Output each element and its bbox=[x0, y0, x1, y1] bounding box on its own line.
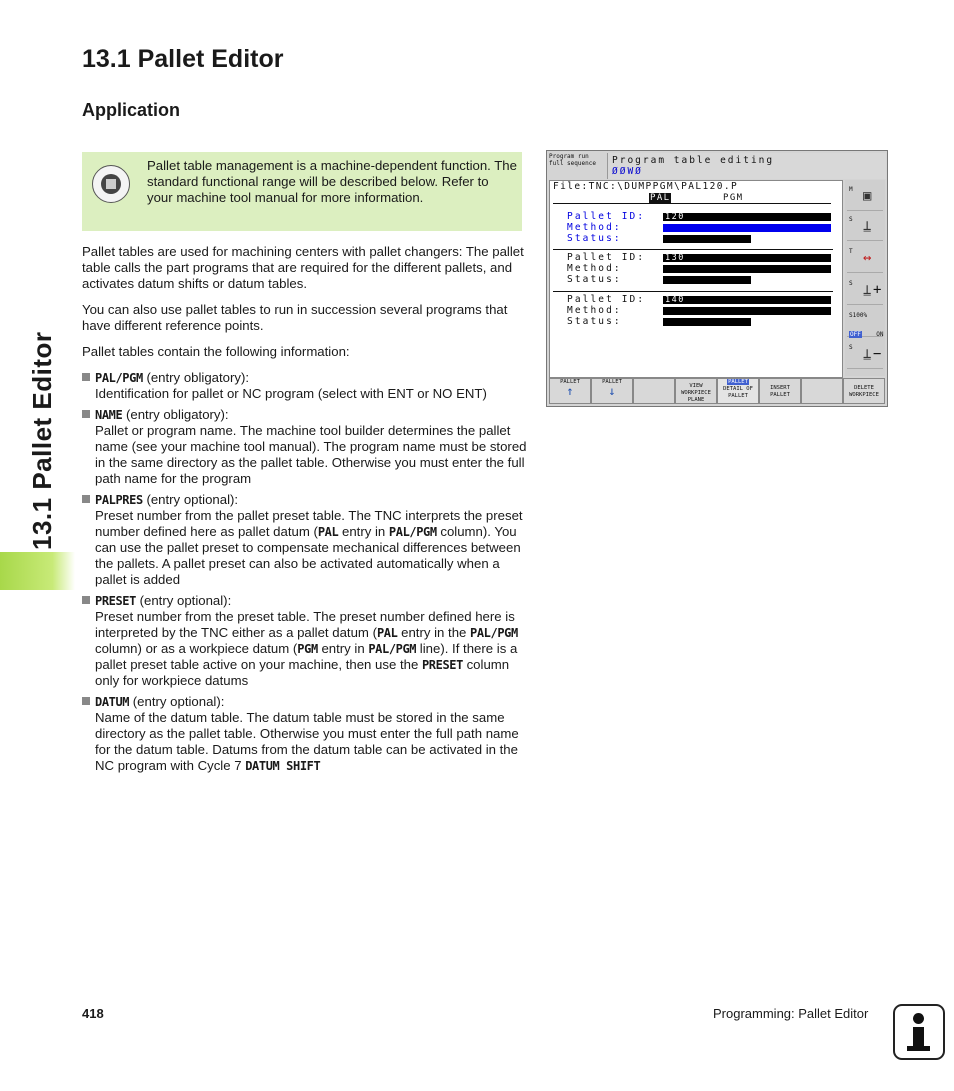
body-text bbox=[82, 244, 527, 779]
bullet-palpres: PALPRES (entry optional): Preset number from the pallet preset table. The TNC interprets the preset number defined here as pallet datum (PAL entry in PAL/PGM column). You can use the pallet preset to compensate mechanical differences between the pallets. A pallet preset can also be activated automatically when a pallet is added bbox=[82, 492, 527, 588]
running-footer: Programming: Pallet Editor bbox=[713, 1006, 869, 1021]
override-softkey[interactable]: S100% OFF ON bbox=[849, 312, 884, 338]
status-field[interactable] bbox=[663, 318, 751, 326]
machine-dependent-icon bbox=[92, 165, 130, 203]
tnc-screen bbox=[546, 150, 888, 407]
delete-workpiece-softkey[interactable]: DELETE WORKPIECE bbox=[843, 378, 885, 404]
status-field[interactable] bbox=[663, 276, 751, 284]
pgm-column[interactable]: PGM bbox=[723, 193, 744, 203]
tool-icon: ⍊ bbox=[863, 218, 872, 234]
bullet-datum: DATUM (entry optional): Name of the datum table. The datum table must be stored in the same directory as the pallet table. Otherwise you must enter the full path name for the datum table. Datums from the datum table can be activated in the NC program with Cycle 7 DATUM SHIFT bbox=[82, 694, 527, 774]
spindle-minus-softkey[interactable]: S ⍊ − bbox=[847, 342, 883, 369]
pallet-detail-softkey[interactable]: PALLET DETAIL OF PALLET bbox=[717, 378, 759, 404]
side-chapter-title: 13.1 Pallet Editor bbox=[27, 331, 57, 550]
pallet-group[interactable]: Pallet ID: Method: Status: 120 bbox=[553, 209, 833, 245]
bullet-pal-pgm: PAL/PGM (entry obligatory): Identification for pallet or NC program (select with ENT or NO ENT) bbox=[82, 370, 527, 402]
pallet-group[interactable]: Pallet ID: Method: Status: 140 bbox=[553, 291, 833, 328]
method-field[interactable] bbox=[663, 265, 831, 273]
file-path: File:TNC:\DUMPPGM\PAL120.P bbox=[553, 181, 739, 192]
chapter-tab bbox=[0, 552, 75, 590]
page-title: 13.1 Pallet Editor bbox=[82, 45, 284, 73]
softkey-row bbox=[549, 378, 885, 404]
note-box bbox=[82, 152, 522, 231]
plus-icon: + bbox=[873, 282, 882, 298]
section-heading: Application bbox=[82, 100, 180, 120]
info-icon bbox=[893, 1004, 945, 1060]
pal-column[interactable]: PAL bbox=[650, 193, 671, 203]
bullet-preset: PRESET (entry optional): Preset number from the preset table. The preset number defined here is interpreted by the TNC either as a pallet datum (PAL entry in the PAL/PGM column) or as a workpiece datum (PGM entry in PAL/PGM line). If there is a pallet preset table active on your machine, then use the PRESET column only for workpiece datums bbox=[82, 593, 527, 689]
pallet-up-softkey[interactable]: PALLET ↑ bbox=[549, 378, 591, 404]
m-function-softkey[interactable]: M ▣ bbox=[847, 184, 883, 211]
tool-softkey[interactable]: T ↔ bbox=[847, 246, 883, 273]
side-softkeys bbox=[845, 180, 885, 376]
tool-icon: ⍊ bbox=[863, 346, 872, 362]
empty-softkey[interactable] bbox=[633, 378, 675, 404]
programming-mode: Program table editing ØØWØ bbox=[607, 153, 886, 179]
spindle-icon: ▣ bbox=[863, 188, 872, 204]
pallet-group[interactable]: Pallet ID: Method: Status: 130 bbox=[553, 249, 833, 286]
status-field[interactable] bbox=[663, 235, 751, 243]
view-workpiece-plane-softkey[interactable]: VIEW WORKPIECE PLANE bbox=[675, 378, 717, 404]
column-header bbox=[553, 193, 831, 204]
arrow-up-icon: ↑ bbox=[566, 384, 574, 398]
note-text: Pallet table management is a machine-dependent function. The standard functional range will be described below. Refer to your machine tool manual for more information. bbox=[147, 158, 517, 205]
pallet-down-softkey[interactable]: PALLET ↓ bbox=[591, 378, 633, 404]
spindle-plus-softkey[interactable]: S ⍊ + bbox=[847, 278, 883, 305]
machine-mode: Program run full sequence bbox=[549, 153, 596, 167]
insert-pallet-softkey[interactable]: INSERT PALLET bbox=[759, 378, 801, 404]
method-field[interactable] bbox=[663, 224, 831, 232]
pallet-id-field[interactable]: 140 bbox=[663, 296, 831, 304]
arrow-down-icon: ↓ bbox=[608, 384, 616, 398]
empty-softkey[interactable] bbox=[801, 378, 843, 404]
tool-icon: ⍊ bbox=[863, 282, 872, 298]
paragraph: You can also use pallet tables to run in succession several programs that have different reference points. bbox=[82, 302, 508, 333]
method-field[interactable] bbox=[663, 307, 831, 315]
paragraph: Pallet tables contain the following information: bbox=[82, 344, 350, 359]
spindle-softkey[interactable]: S ⍊ bbox=[847, 214, 883, 241]
page-number: 418 bbox=[82, 1006, 104, 1021]
bullet-name: NAME (entry obligatory): Pallet or program name. The machine tool builder determines the pallet name (see your machine tool manual). The program name must be stored in the same directory as the pallet table. Otherwise you must enter the full path name for the program bbox=[82, 407, 527, 487]
paragraph: Pallet tables are used for machining centers with pallet changers: The pallet table calls the part programs that are required for the different pallets, and activates datum shifts or datum tables. bbox=[82, 244, 524, 291]
pallet-id-field[interactable]: 120 bbox=[663, 213, 831, 221]
pallet-table-view bbox=[549, 180, 843, 378]
tool-change-icon: ↔ bbox=[863, 250, 872, 266]
minus-icon: − bbox=[873, 346, 882, 362]
pallet-id-field[interactable]: 130 bbox=[663, 254, 831, 262]
